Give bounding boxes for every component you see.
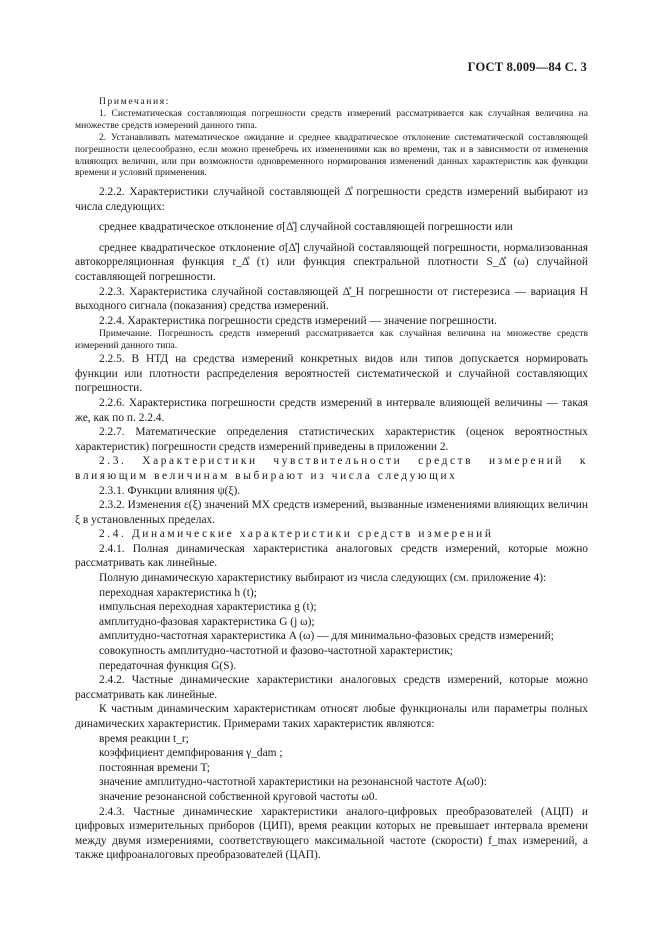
note-item-2: 2. Устанавливать математическое ожидание и среднее квадратическое отклонение систематической составляющей погрешности целесообразно, если можно пренебречь их изменениями как во времени, так и в зависимости от изменения влияющих величин, или при возможности одновременного нормирования изменений данных характеристик как функции времени и условий применения. [75,131,588,179]
paragraph-p2_3_1: 2.3.1. Функции влияния ψ(ξ). [99,484,241,497]
paragraph-l4: амплитудно-частотная характеристика A (ω) — для минимально-фазовых средств измерений; [99,630,554,643]
paragraph-p2_4_2: 2.4.2. Частные динамические характеристики аналоговых средств измерений, которые можно рассматривать как линейные. [75,674,588,701]
notes-heading: Примечания: [99,96,170,107]
paragraph-p2_3_2: 2.3.2. Изменения ε(ξ) значений МХ средств измерений, вызванные изменениями влияющих величин ξ в установленных пределах. [75,499,588,526]
paragraph-l6: передаточная функция G(S). [99,659,237,672]
paragraph-m1: время реакции t_r; [99,732,189,745]
paragraph-p_full: Полную динамическую характеристику выбирают из числа следующих (см. приложение 4): [99,572,547,585]
paragraph-p2_2_4: 2.2.4. Характеристика погрешности средств измерений — значение погрешности. [99,314,497,327]
paragraph-l1: переходная характеристика h (t); [99,586,257,599]
paragraph-p2_4: 2.4. Динамические характеристики средств измерений [99,528,494,541]
paragraph-p2_2_2: 2.2.2. Характеристики случайной составляющей Δ̊ погрешности средств измерений выбирают из числа следующих: [75,186,588,213]
main-text [75,185,588,863]
paragraph-m3: постоянная времени T; [99,761,210,774]
paragraph-l5: совокупность амплитудно-частотной и фазово-частотной характеристик; [99,645,453,658]
paragraph-l2: импульсная переходная характеристика g (t); [99,601,317,614]
page-header: ГОСТ 8.009—84 С. 3 [467,60,587,74]
paragraph-p_note2: Примечание. Погрешность средств измерений рассматривается как случайная величина на множестве средств измерений данного типа. [75,328,588,352]
paragraph-l3: амплитудно-фазовая характеристика G (j ω); [99,615,315,628]
paragraph-p2_3: 2.3. Характеристики чувствительности средств измерений к влияющим величинам выбирают из числа следующих [75,455,588,482]
paragraph-p2_2_3: 2.2.3. Характеристика случайной составляющей Δ̊_H погрешности от гистерезиса — вариация H выходного сигнала (показания) средства измерений. [75,285,588,313]
note-item-1: 1. Систематическая составляющая погрешности средств измерений рассматривается как случайная величина на множестве средств измерений данного типа. [75,107,588,131]
paragraph-m5: значение резонансной собственной круговой частоты ω0. [99,790,378,803]
paragraph-p2_2_6: 2.2.6. Характеристика погрешности средств измерений в интервале влияющей величины — такая же, как по п. 2.2.4. [75,396,588,424]
paragraph-p2_2_7: 2.2.7. Математические определения статистических характеристик (оценок вероятностных характеристик) погрешности средств измерений приведены в приложении 2. [75,426,588,453]
paragraph-m4: значение амплитудно-частотной характеристики на резонансной частоте A(ω0): [99,776,487,789]
paragraph-p2_4_3: 2.4.3. Частные динамические характеристики аналого-цифровых преобразователей (АЦП) и цифровых измерительных приборов (ЦИП), время реакции которых не превышает интервала времени между двумя измерениями, соответствующего максимальной частоте (скорости) f_max измерений, а также цифроаналоговых преобразователей (ЦАП). [75,805,588,862]
paragraph-p2_2_5: 2.2.5. В НТД на средства измерений конкретных видов или типов допускается нормировать функции или плотности распределения вероятностей систематической и случайной составляющих погрешности. [75,353,588,395]
notes-block [75,96,588,179]
paragraph-p_chast: К частным динамическим характеристикам относят любые функционалы или параметры полных динамических характеристик. Примерами таких характеристик являются: [75,703,588,730]
paragraph-p_sko1: среднее квадратическое отклонение σ[Δ̊] случайной составляющей погрешности или [99,221,513,234]
paragraph-p2_4_1: 2.4.1. Полная динамическая характеристика аналоговых средств измерений, которые можно рассматривать как линейные. [75,542,588,570]
paragraph-p_sko2: среднее квадратическое отклонение σ[Δ̊] случайной составляющей погрешности, нормализованная автокорреляционная функция r_Δ̊ (τ) или функция спектральной плотности S_Δ̊ (ω) случайной составляющей погрешности. [75,241,588,283]
paragraph-m2: коэффициент демпфирования γ_dam ; [99,747,283,760]
